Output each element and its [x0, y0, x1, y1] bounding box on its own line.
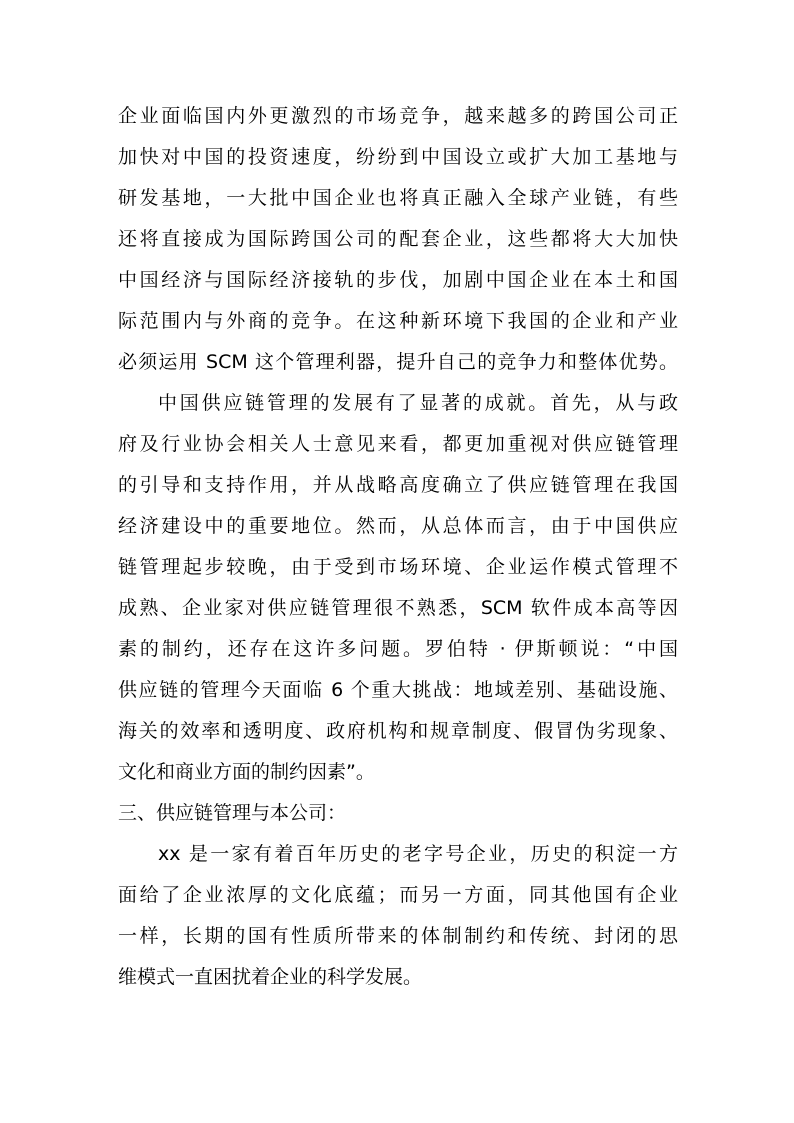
paragraph-line: 一样，长期的国有性质所带来的体制制约和传统、封闭的思 — [118, 925, 678, 947]
paragraph-line: 链管理起步较晚，由于受到市场环境、企业运作模式管理不 — [118, 556, 678, 578]
paragraph-last-line: 维模式一直困扰着企业的科学发展。 — [118, 966, 423, 988]
paragraph-line: 海关的效率和透明度、政府机构和规章制度、假冒伪劣现象、 — [118, 720, 678, 742]
paragraph-line: 经济建设中的重要地位。然而，从总体而言，由于中国供应 — [118, 515, 678, 537]
paragraph-line: 加快对中国的投资速度，纷纷到中国设立或扩大加工基地与 — [118, 146, 678, 168]
paragraph-line: 还将直接成为国际跨国公司的配套企业，这些都将大大加快 — [118, 228, 678, 250]
paragraph-line: 企业面临国内外更激烈的市场竞争，越来越多的跨国公司正 — [118, 105, 678, 127]
paragraph-line: 中国经济与国际经济接轨的步伐，加剧中国企业在本土和国 — [118, 269, 678, 291]
paragraph-line: 府及行业协会相关人士意见来看，都更加重视对供应链管理 — [118, 433, 678, 455]
paragraph-line: 供应链的管理今天面临 6 个重大挑战：地域差别、基础设施、 — [118, 679, 678, 701]
paragraph-first-line: xx 是一家有着百年历史的老字号企业，历史的积淀一方 — [158, 843, 678, 865]
paragraph-line: 的引导和支持作用，并从战略高度确立了供应链管理在我国 — [118, 474, 678, 496]
paragraph-line: 素的制约，还存在这许多问题。罗伯特 · 伊斯顿说：“中国 — [118, 638, 678, 660]
paragraph-line: 必须运用 SCM 这个管理利器，提升自己的竞争力和整体优势。 — [118, 351, 678, 373]
paragraph-line: 面给了企业浓厚的文化底蕴；而另一方面，同其他国有企业 — [118, 884, 678, 906]
paragraph-line: 研发基地，一大批中国企业也将真正融入全球产业链，有些 — [118, 187, 678, 209]
section-heading: 三、供应链管理与本公司： — [118, 802, 347, 824]
paragraph-line: 际范围内与外商的竞争。在这种新环境下我国的企业和产业 — [118, 310, 678, 332]
paragraph-first-line: 中国供应链管理的发展有了显著的成就。首先，从与政 — [158, 392, 678, 414]
paragraph-line: 成熟、企业家对供应链管理很不熟悉，SCM 软件成本高等因 — [118, 597, 678, 619]
paragraph-last-line: 文化和商业方面的制约因素”。 — [118, 761, 375, 783]
body-text — [118, 96, 678, 998]
